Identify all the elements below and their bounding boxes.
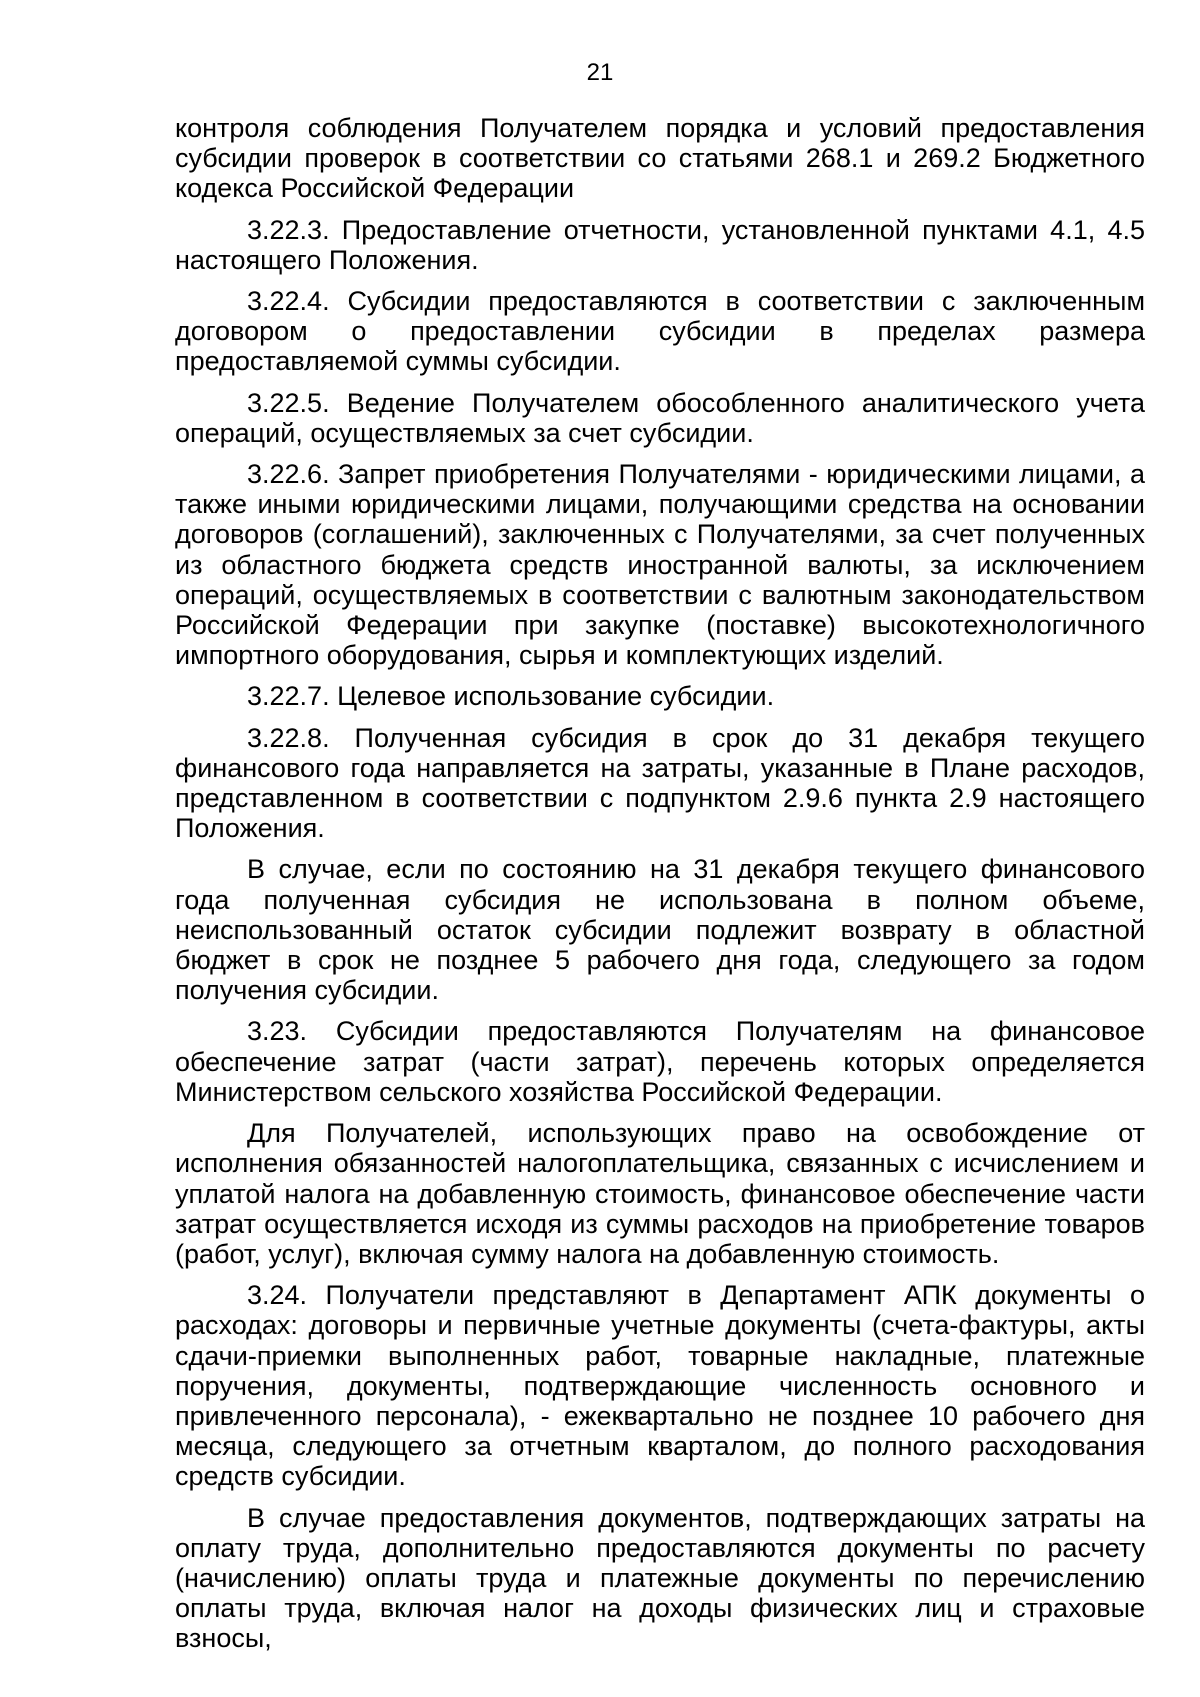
- paragraph-3-24: 3.24. Получатели представляют в Департамент АПК документы о расходах: договоры и первичные учетные документы (счета-фактуры, акты сдачи-приемки выполненных работ, товарные накладные, платежные поручения, документы, подтверждающие численность основного и привлеченного персонала), - ежеквартально не позднее 10 рабочего дня месяца, следующего за отчетным кварталом, до полного расходования средств субсидии.: [175, 1280, 1145, 1492]
- document-body: [175, 113, 1145, 1654]
- paragraph-3-22-5: 3.22.5. Ведение Получателем обособленного аналитического учета операций, осуществляемых за счет субсидии.: [175, 387, 1145, 448]
- paragraph-3-23: 3.23. Субсидии предоставляются Получателям на финансовое обеспечение затрат (части затрат), перечень которых определяется Министерством сельского хозяйства Российской Федерации.: [175, 1016, 1145, 1107]
- paragraph-3-22-8: 3.22.8. Полученная субсидия в срок до 31 декабря текущего финансового года направляется на затраты, указанные в Плане расходов, представленном в соответствии с подпунктом 2.9.6 пункта 2.9 настоящего Положения.: [175, 722, 1145, 844]
- paragraph-continuation: контроля соблюдения Получателем порядка и условий предоставления субсидии проверок в соответствии со статьями 268.1 и 269.2 Бюджетного кодекса Российской Федерации: [175, 113, 1145, 204]
- paragraph-3-22-4: 3.22.4. Субсидии предоставляются в соответствии с заключенным договором о предоставлении субсидии в пределах размера предоставляемой суммы субсидии.: [175, 286, 1145, 377]
- paragraph-3-22-7: 3.22.7. Целевое использование субсидии.: [247, 681, 775, 712]
- paragraph-3-22-6: 3.22.6. Запрет приобретения Получателями - юридическими лицами, а также иными юридическими лицами, получающими средства на основании договоров (соглашений), заключенных с Получателями, за счет полученных из областного бюджета средств иностранной валюты, за исключением операций, осуществляемых в соответствии с валютным законодательством Российской Федерации при закупке (поставке) высокотехнологичного импортного оборудования, сырья и комплектующих изделий.: [175, 459, 1145, 671]
- paragraph-vat-exemption: Для Получателей, использующих право на освобождение от исполнения обязанностей налогоплательщика, связанных с исчислением и уплатой налога на добавленную стоимость, финансовое обеспечение части затрат осуществляется исходя из суммы расходов на приобретение товаров (работ, услуг), включая сумму налога на добавленную стоимость.: [175, 1118, 1145, 1269]
- paragraph-labor-cost-documents: В случае предоставления документов, подтверждающих затраты на оплату труда, дополнительно предоставляются документы по расчету (начислению) оплаты труда и платежные документы по перечислению оплаты труда, включая налог на доходы физических лиц и страховые взносы,: [175, 1502, 1145, 1654]
- page-number: 21: [586, 59, 614, 86]
- paragraph-3-22-3: 3.22.3. Предоставление отчетности, установленной пунктами 4.1, 4.5 настоящего Положения.: [175, 214, 1145, 275]
- paragraph-unused-subsidy-return: В случае, если по состоянию на 31 декабря текущего финансового года полученная субсидия не использована в полном объеме, неиспользованный остаток субсидии подлежит возврату в областной бюджет в срок не позднее 5 рабочего дня года, следующего за годом получения субсидии.: [175, 854, 1145, 1006]
